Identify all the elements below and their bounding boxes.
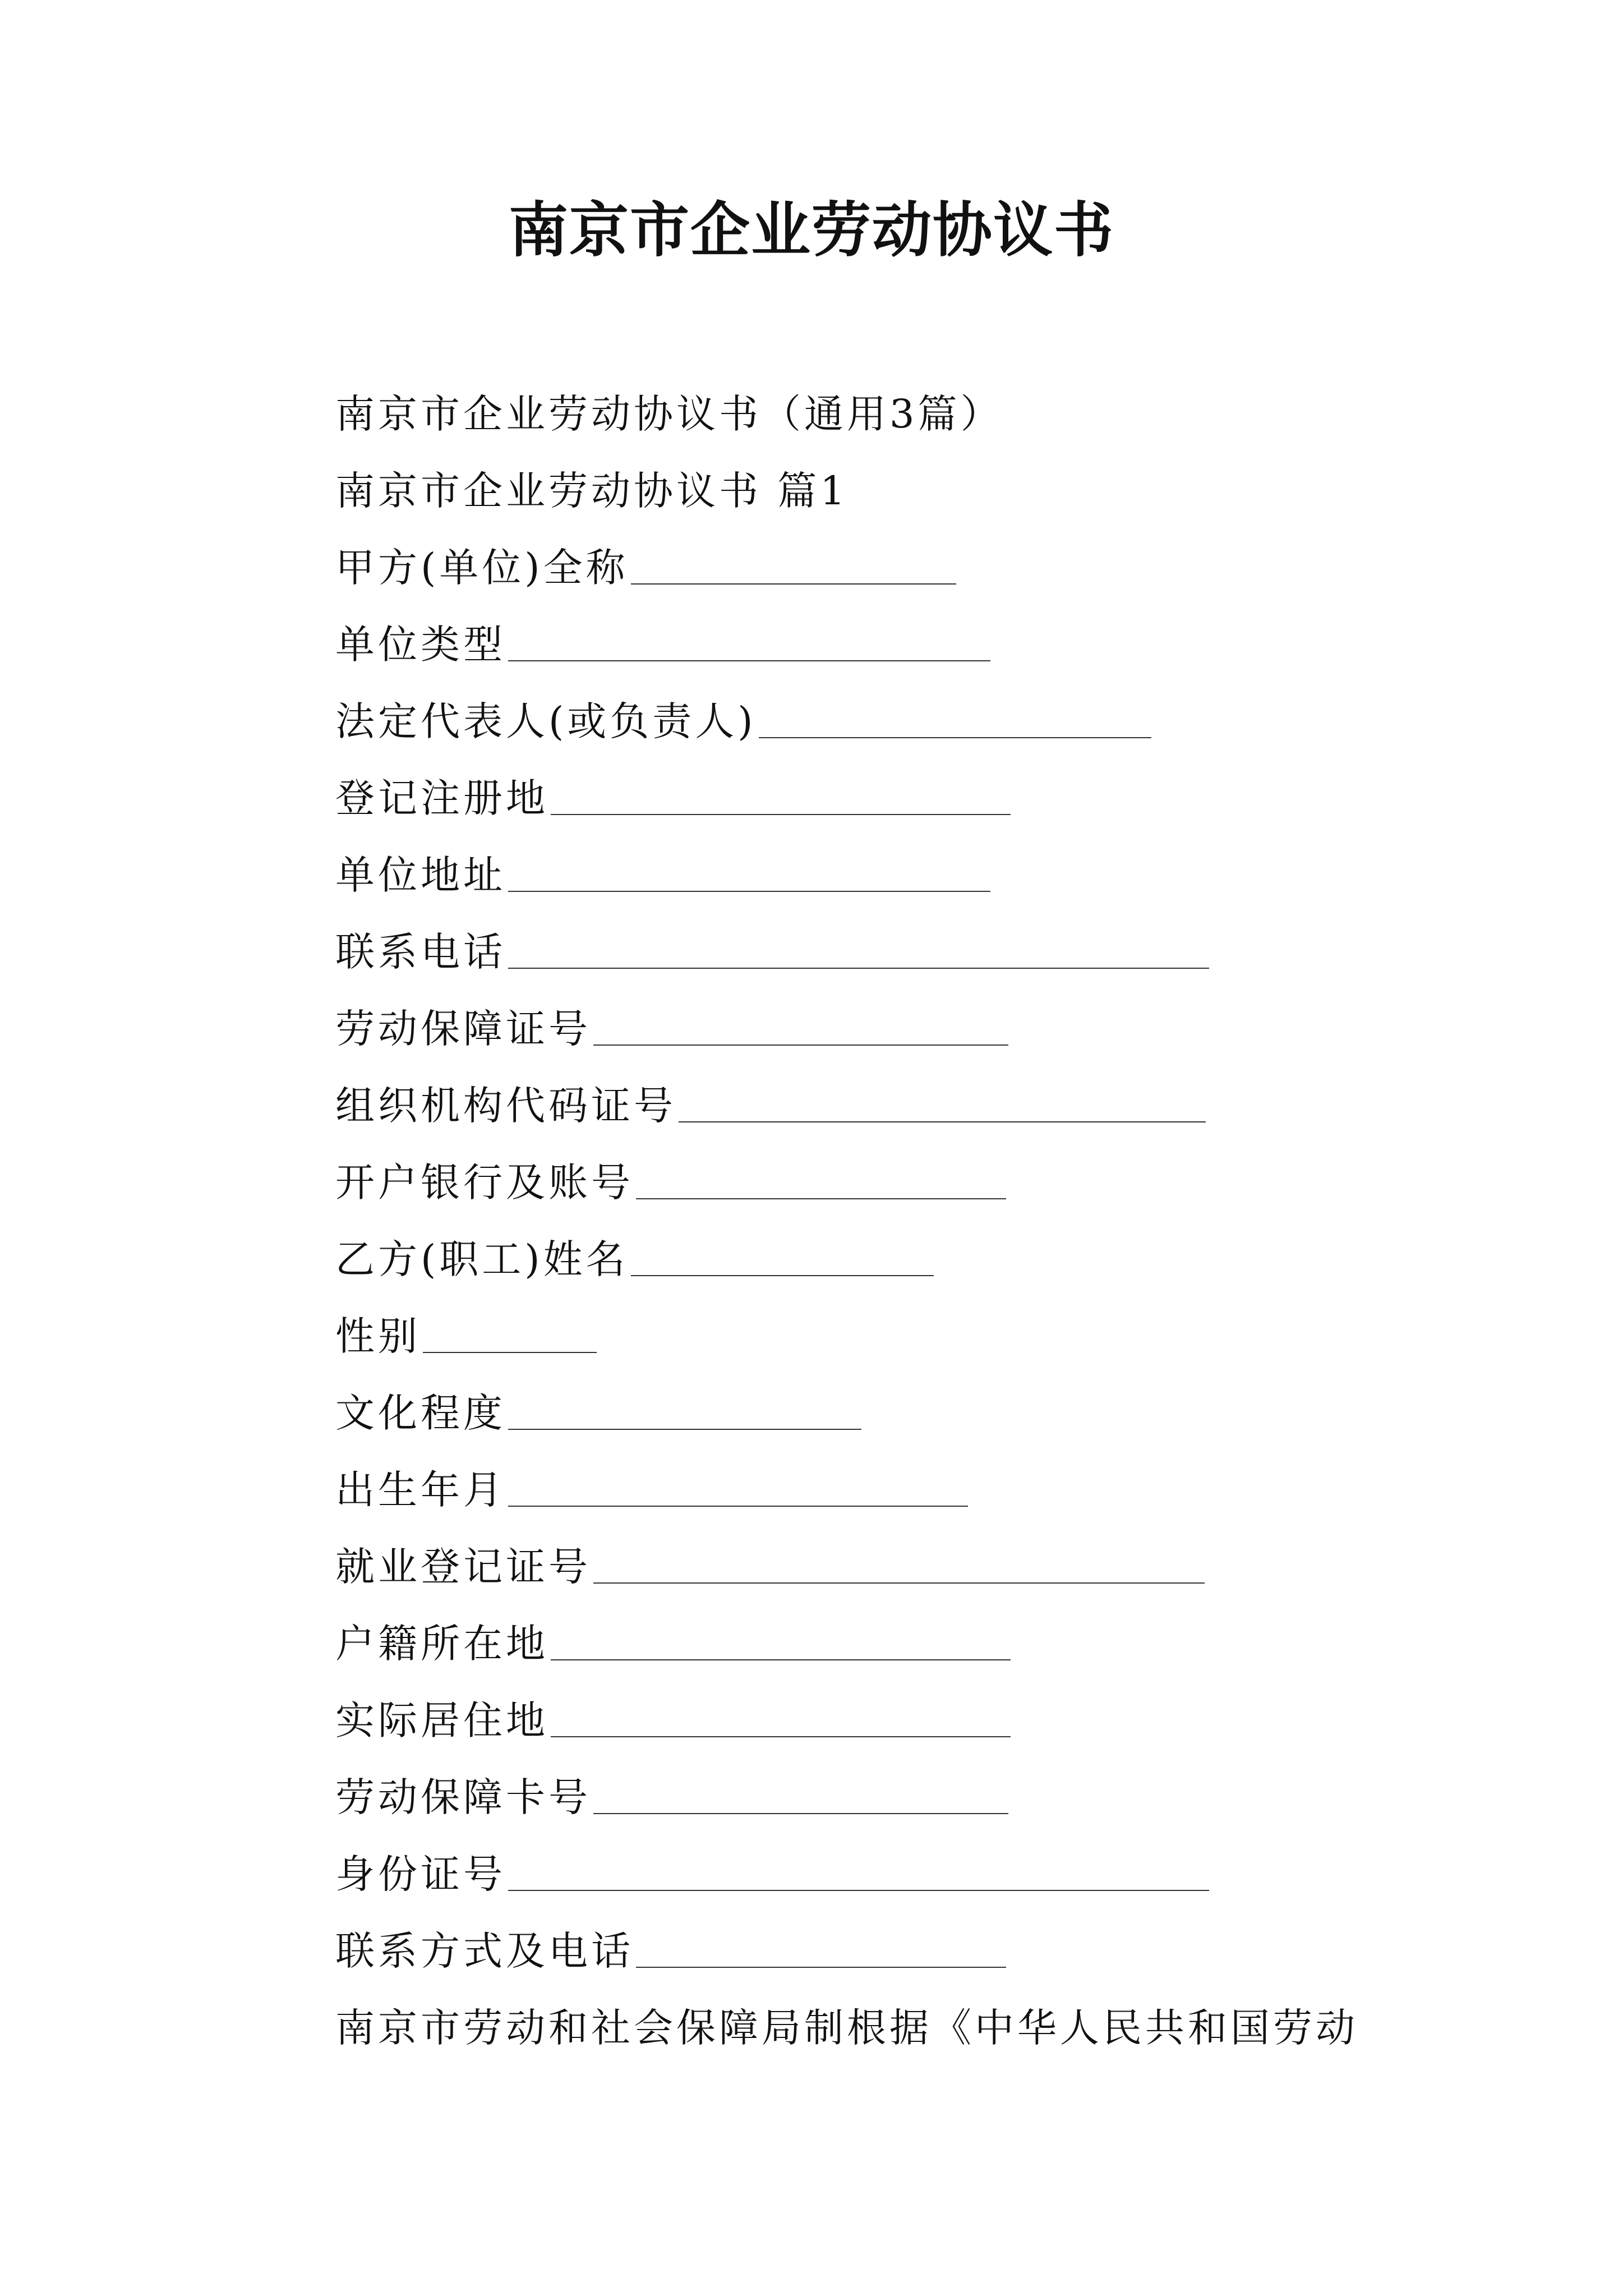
field-blank-line [631,1236,934,1276]
field-contact-phone [335,914,1457,991]
field-blank-line [636,1927,1006,1968]
field-blank-line [631,544,956,585]
field-blank-line [508,928,1209,969]
field-bank-account [335,1144,1457,1221]
field-blank-line [508,1851,1209,1891]
closing-line: 南京市劳动和社会保障局制根据《中华人民共和国劳动 [335,2005,1358,2051]
document-title: 南京市企业劳动协议书 [509,195,1114,265]
field-unit-address [335,837,1457,914]
field-employment-cert [335,1529,1457,1605]
field-label: 文化程度 [335,1390,506,1436]
field-label: 联系电话 [335,929,506,975]
field-blank-line [551,775,1011,815]
field-blank-line [551,1697,1011,1737]
field-blank-line [508,1466,968,1507]
field-blank-line [508,852,990,892]
field-blank-line [636,1159,1006,1199]
field-household-place [335,1605,1457,1682]
field-label: 单位类型 [335,622,506,668]
field-blank-line [759,698,1151,738]
field-label: 出生年月 [335,1467,506,1513]
field-contact-method [335,1913,1457,1990]
field-label: 性别 [335,1313,421,1359]
field-registration-place [335,760,1457,837]
field-gender [335,1298,1457,1375]
field-party-a-name [335,530,1457,606]
field-label: 户籍所在地 [335,1621,548,1667]
field-label: 开户银行及账号 [335,1159,634,1205]
field-label: 组织机构代码证号 [335,1083,676,1129]
field-unit-type [335,606,1457,683]
field-label: 就业登记证号 [335,1544,591,1590]
field-label: 法定代表人(或负责人) [335,698,757,744]
section-line: 南京市企业劳动协议书 篇1 [335,468,849,514]
document-body [335,376,1457,2067]
field-label: 劳动保障卡号 [335,1774,591,1820]
field-legal-representative [335,683,1457,760]
field-blank-line [593,1543,1205,1584]
field-birth-date [335,1452,1457,1529]
field-labor-security-cert [335,991,1457,1068]
field-blank-line [593,1774,1008,1814]
field-blank-line [508,621,990,661]
field-label: 联系方式及电话 [335,1928,634,1974]
field-label: 乙方(职工)姓名 [335,1236,629,1282]
field-label: 实际居住地 [335,1697,548,1743]
field-label: 登记注册地 [335,775,548,821]
field-blank-line [593,1005,1008,1046]
field-blank-line [551,1620,1011,1660]
field-label: 单位地址 [335,852,506,898]
field-party-b-name [335,1221,1457,1298]
field-label: 劳动保障证号 [335,1006,591,1052]
field-labor-security-card [335,1759,1457,1836]
field-blank-line [508,1389,861,1430]
field-actual-residence [335,1682,1457,1759]
field-org-code-cert [335,1068,1457,1144]
field-blank-line [679,1082,1206,1122]
field-label: 身份证号 [335,1851,506,1897]
heading-line: 南京市企业劳动协议书（通用3篇） [335,391,1003,437]
field-label: 甲方(单位)全称 [335,545,629,591]
field-education [335,1375,1457,1452]
field-id-number [335,1836,1457,1913]
field-blank-line [423,1313,597,1353]
